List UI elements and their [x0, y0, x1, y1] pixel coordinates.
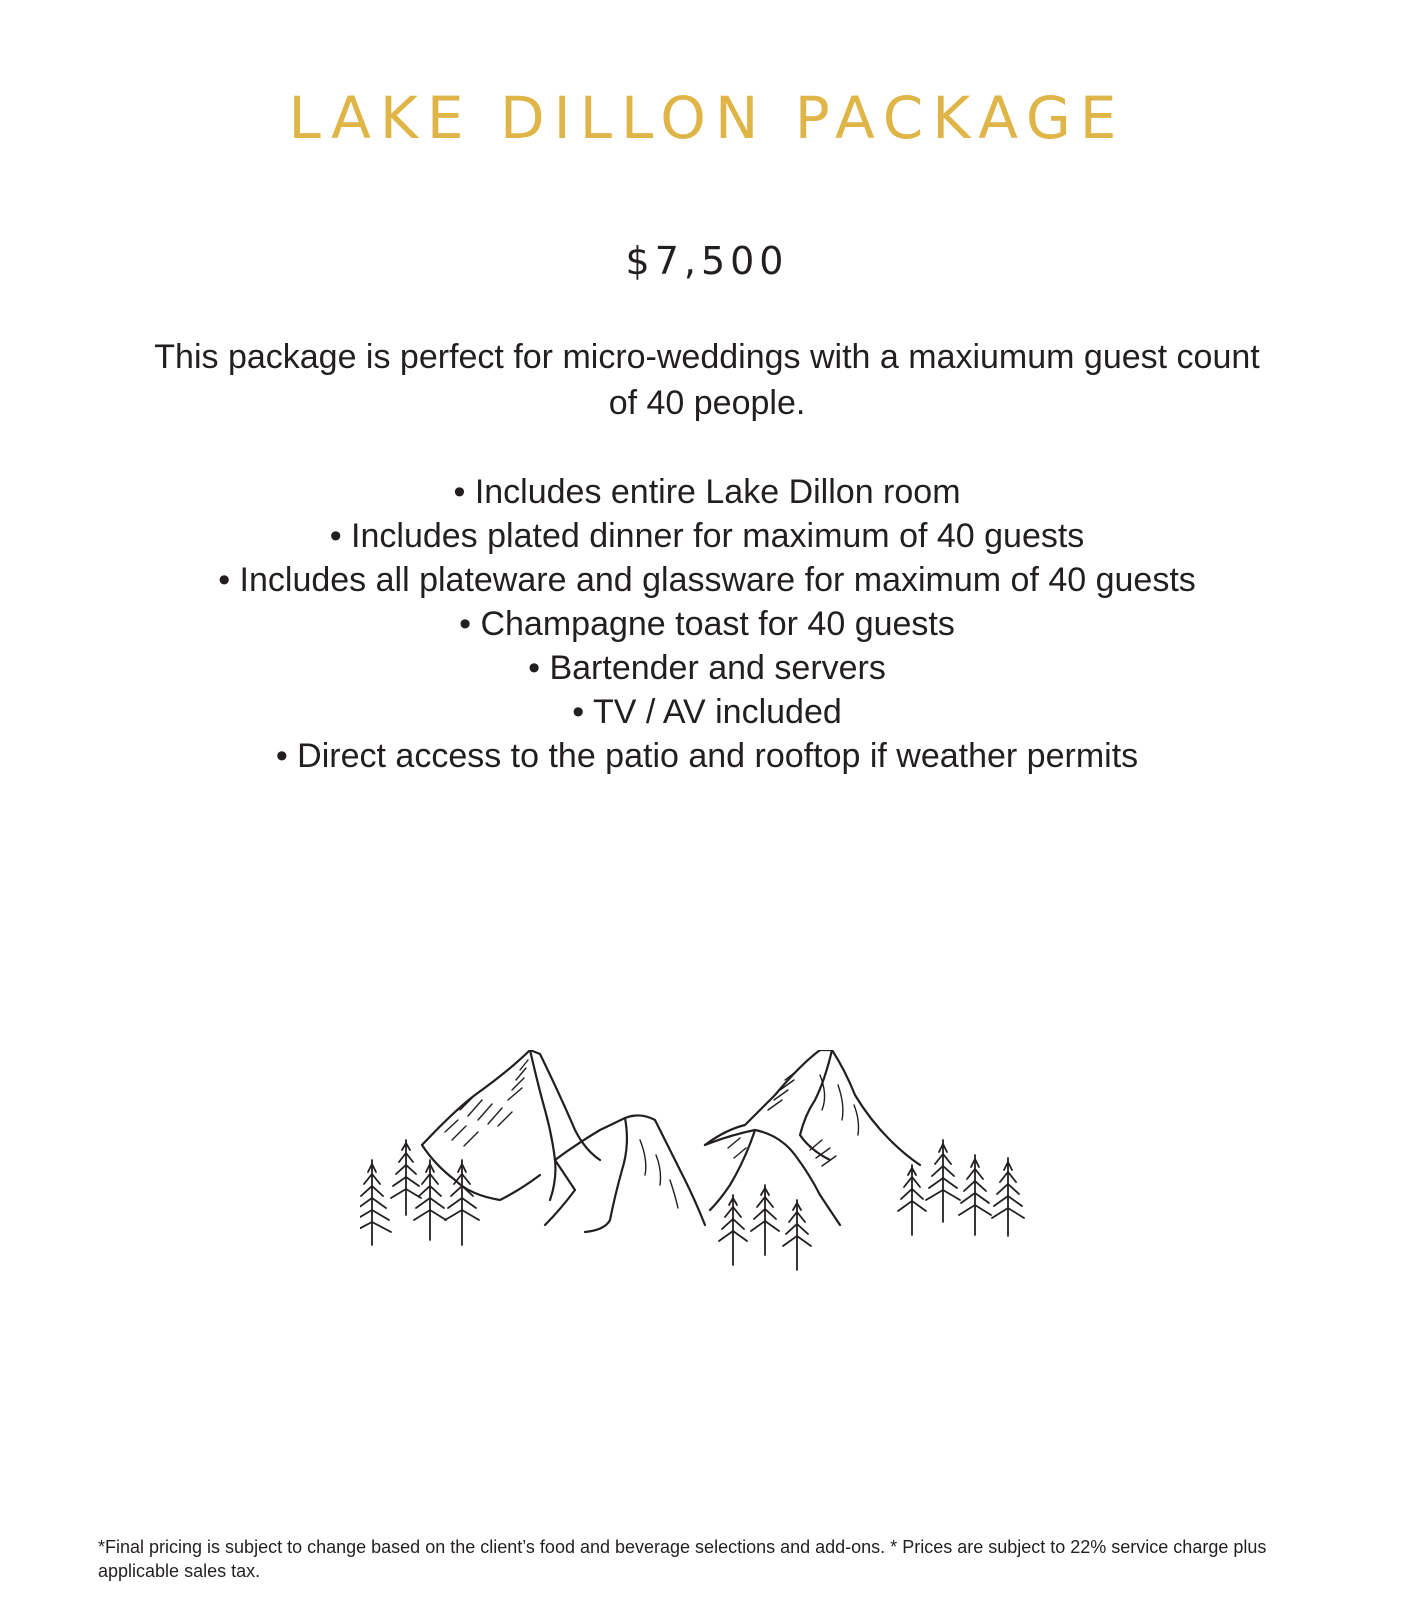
package-price: $7,500 [625, 239, 789, 283]
feature-item: • Bartender and servers [528, 649, 886, 687]
page-title: LAKE DILLON PACKAGE [288, 84, 1126, 152]
feature-item: • Champagne toast for 40 guests [459, 605, 955, 643]
feature-item: • Direct access to the patio and rooftop if weather permits [275, 737, 1139, 775]
feature-item: • Includes plated dinner for maximum of 40 guests [329, 517, 1085, 555]
pricing-footnote: *Final pricing is subject to change based on the client’s food and beverage selections and add-ons. * Prices are subject to 22% service charge plus applicable sales tax. [98, 1537, 1267, 1581]
feature-item: • Includes all plateware and glassware for maximum of 40 guests [218, 561, 1196, 599]
mountains-trees-icon [360, 1050, 1060, 1330]
feature-item: • TV / AV included [572, 693, 842, 731]
feature-list [150, 470, 1264, 778]
feature-item: • Includes entire Lake Dillon room [453, 473, 961, 511]
package-description: This package is perfect for micro-weddings with a maxiumum guest count of 40 people. [154, 338, 1260, 422]
